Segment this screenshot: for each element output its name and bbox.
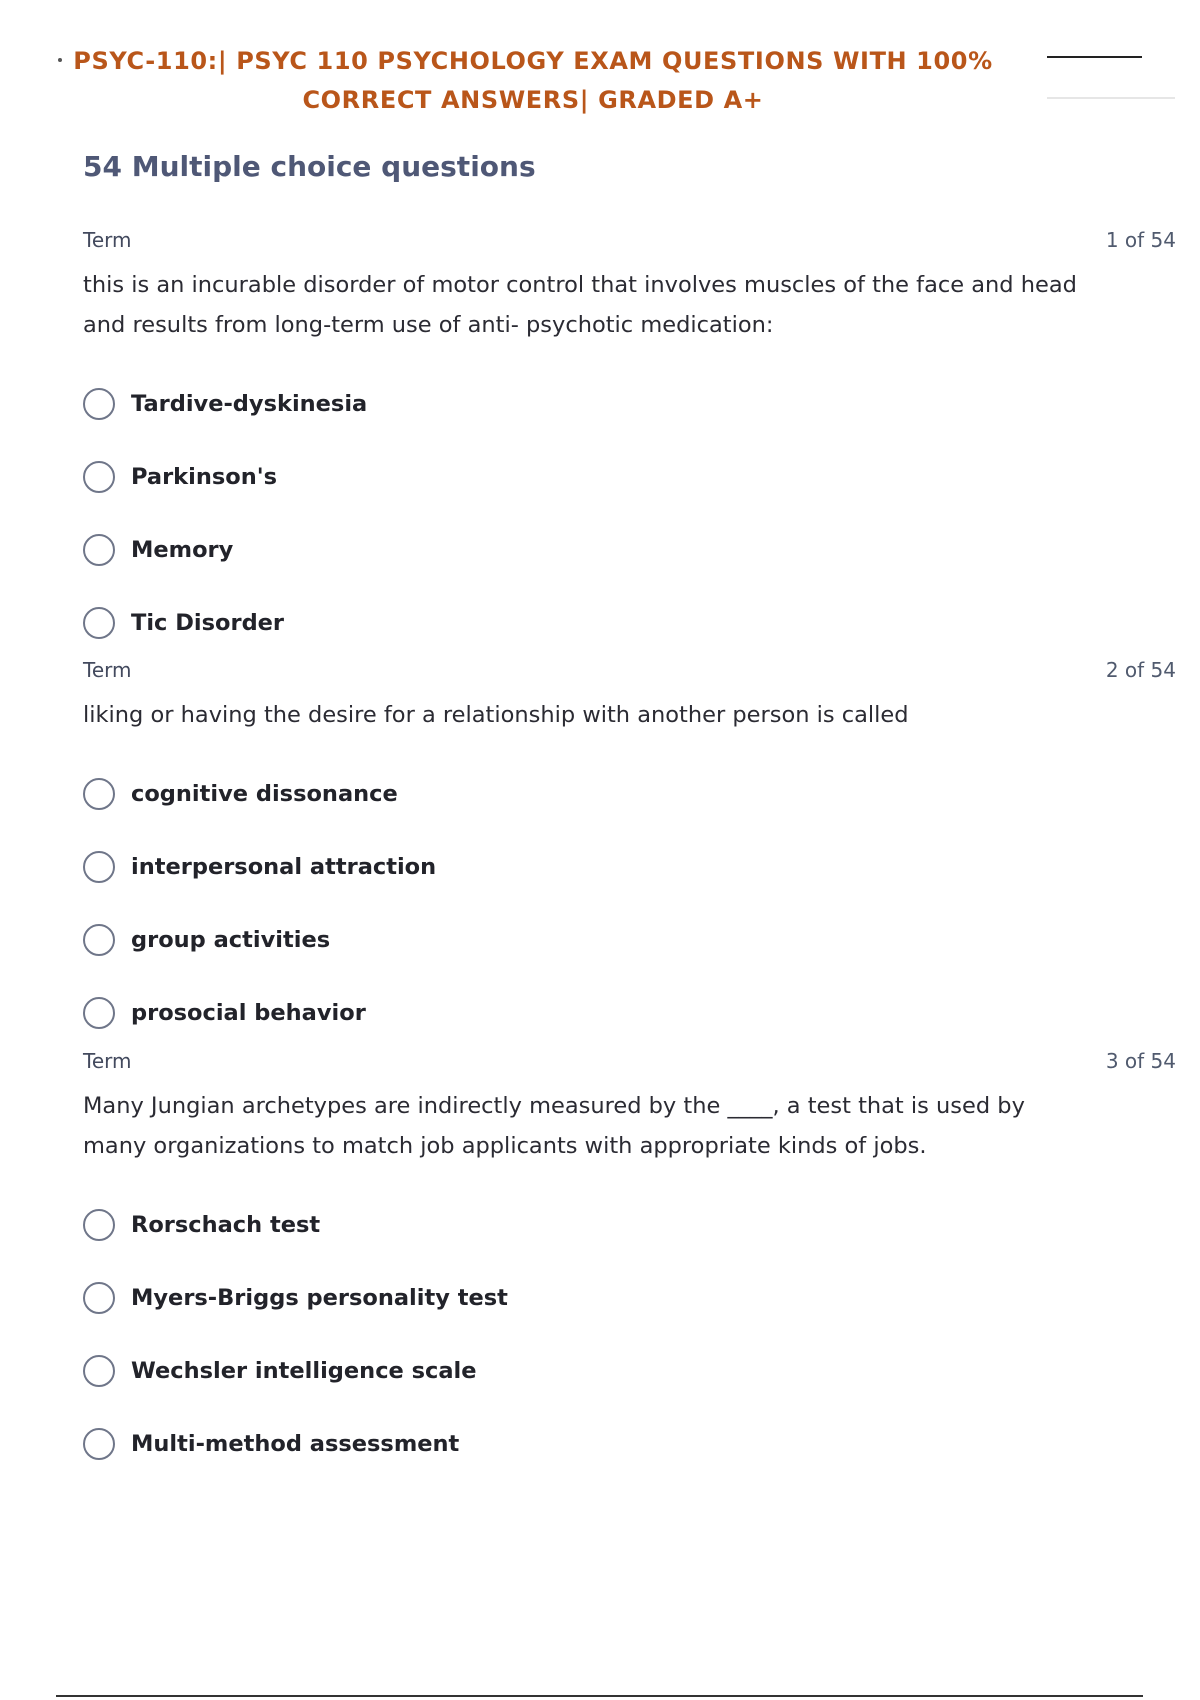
answer-option[interactable] xyxy=(83,1188,1176,1261)
term-label: Term xyxy=(83,1049,132,1073)
radio-button[interactable] xyxy=(83,1428,115,1460)
term-label: Term xyxy=(83,228,132,252)
radio-button[interactable] xyxy=(83,388,115,420)
radio-button[interactable] xyxy=(83,1282,115,1314)
question-counter: 3 of 54 xyxy=(1105,1049,1176,1073)
answer-option[interactable] xyxy=(83,1261,1176,1334)
option-label: Wechsler intelligence scale xyxy=(131,1357,477,1384)
answer-option[interactable] xyxy=(83,976,1176,1049)
set-heading: 54 Multiple choice questions xyxy=(83,150,536,183)
radio-button[interactable] xyxy=(83,461,115,493)
answer-option[interactable] xyxy=(83,1334,1176,1407)
answer-option[interactable] xyxy=(83,757,1176,830)
question-header xyxy=(83,228,1176,258)
option-label: Tic Disorder xyxy=(131,609,285,636)
answer-option[interactable] xyxy=(83,903,1176,976)
question-card xyxy=(83,658,1176,1049)
term-label: Term xyxy=(83,658,132,682)
option-label: Rorschach test xyxy=(131,1211,321,1238)
answer-options xyxy=(83,757,1176,1049)
answer-option[interactable] xyxy=(83,586,1176,659)
answer-options xyxy=(83,1188,1176,1480)
document-title-line-2: CORRECT ANSWERS| GRADED A+ xyxy=(302,86,764,114)
option-label: Memory xyxy=(131,536,234,563)
answer-option[interactable] xyxy=(83,440,1176,513)
radio-button[interactable] xyxy=(83,851,115,883)
answer-options xyxy=(83,367,1176,659)
radio-button[interactable] xyxy=(83,1355,115,1387)
radio-button[interactable] xyxy=(83,997,115,1029)
option-label: Myers-Briggs personality test xyxy=(131,1284,508,1311)
header-rule xyxy=(1047,56,1142,58)
option-label: interpersonal attraction xyxy=(131,853,437,880)
radio-button[interactable] xyxy=(83,778,115,810)
question-text: liking or having the desire for a relationship with another person is called xyxy=(83,702,909,728)
question-counter: 1 of 54 xyxy=(1105,228,1176,252)
document-title xyxy=(58,42,1008,120)
question-text: this is an incurable disorder of motor control that involves muscles of the face and head and results from long-term use of anti- psychotic medication: xyxy=(83,272,1077,338)
question-card xyxy=(83,1049,1176,1480)
question-text: Many Jungian archetypes are indirectly measured by the ____, a test that is used by many organizations to match job applicants with appropriate kinds of jobs. xyxy=(83,1093,1025,1159)
radio-button[interactable] xyxy=(83,534,115,566)
answer-option[interactable] xyxy=(83,1407,1176,1480)
option-label: Parkinson's xyxy=(131,463,278,490)
radio-button[interactable] xyxy=(83,924,115,956)
answer-option[interactable] xyxy=(83,513,1176,586)
option-label: Tardive-dyskinesia xyxy=(131,390,368,417)
question-card xyxy=(83,228,1176,659)
question-header xyxy=(83,658,1176,688)
radio-button[interactable] xyxy=(83,1209,115,1241)
option-label: group activities xyxy=(131,926,331,953)
question-counter: 2 of 54 xyxy=(1105,658,1176,682)
answer-option[interactable] xyxy=(83,830,1176,903)
question-header xyxy=(83,1049,1176,1079)
option-label: cognitive dissonance xyxy=(131,780,398,807)
answer-option[interactable] xyxy=(83,367,1176,440)
footer-rule xyxy=(56,1695,1143,1697)
document-title-line-1: PSYC-110:| PSYC 110 PSYCHOLOGY EXAM QUESTIONS WITH 100% xyxy=(73,47,993,75)
option-label: prosocial behavior xyxy=(131,999,366,1026)
radio-button[interactable] xyxy=(83,607,115,639)
option-label: Multi-method assessment xyxy=(131,1430,460,1457)
header-rule-faint xyxy=(1047,97,1175,99)
